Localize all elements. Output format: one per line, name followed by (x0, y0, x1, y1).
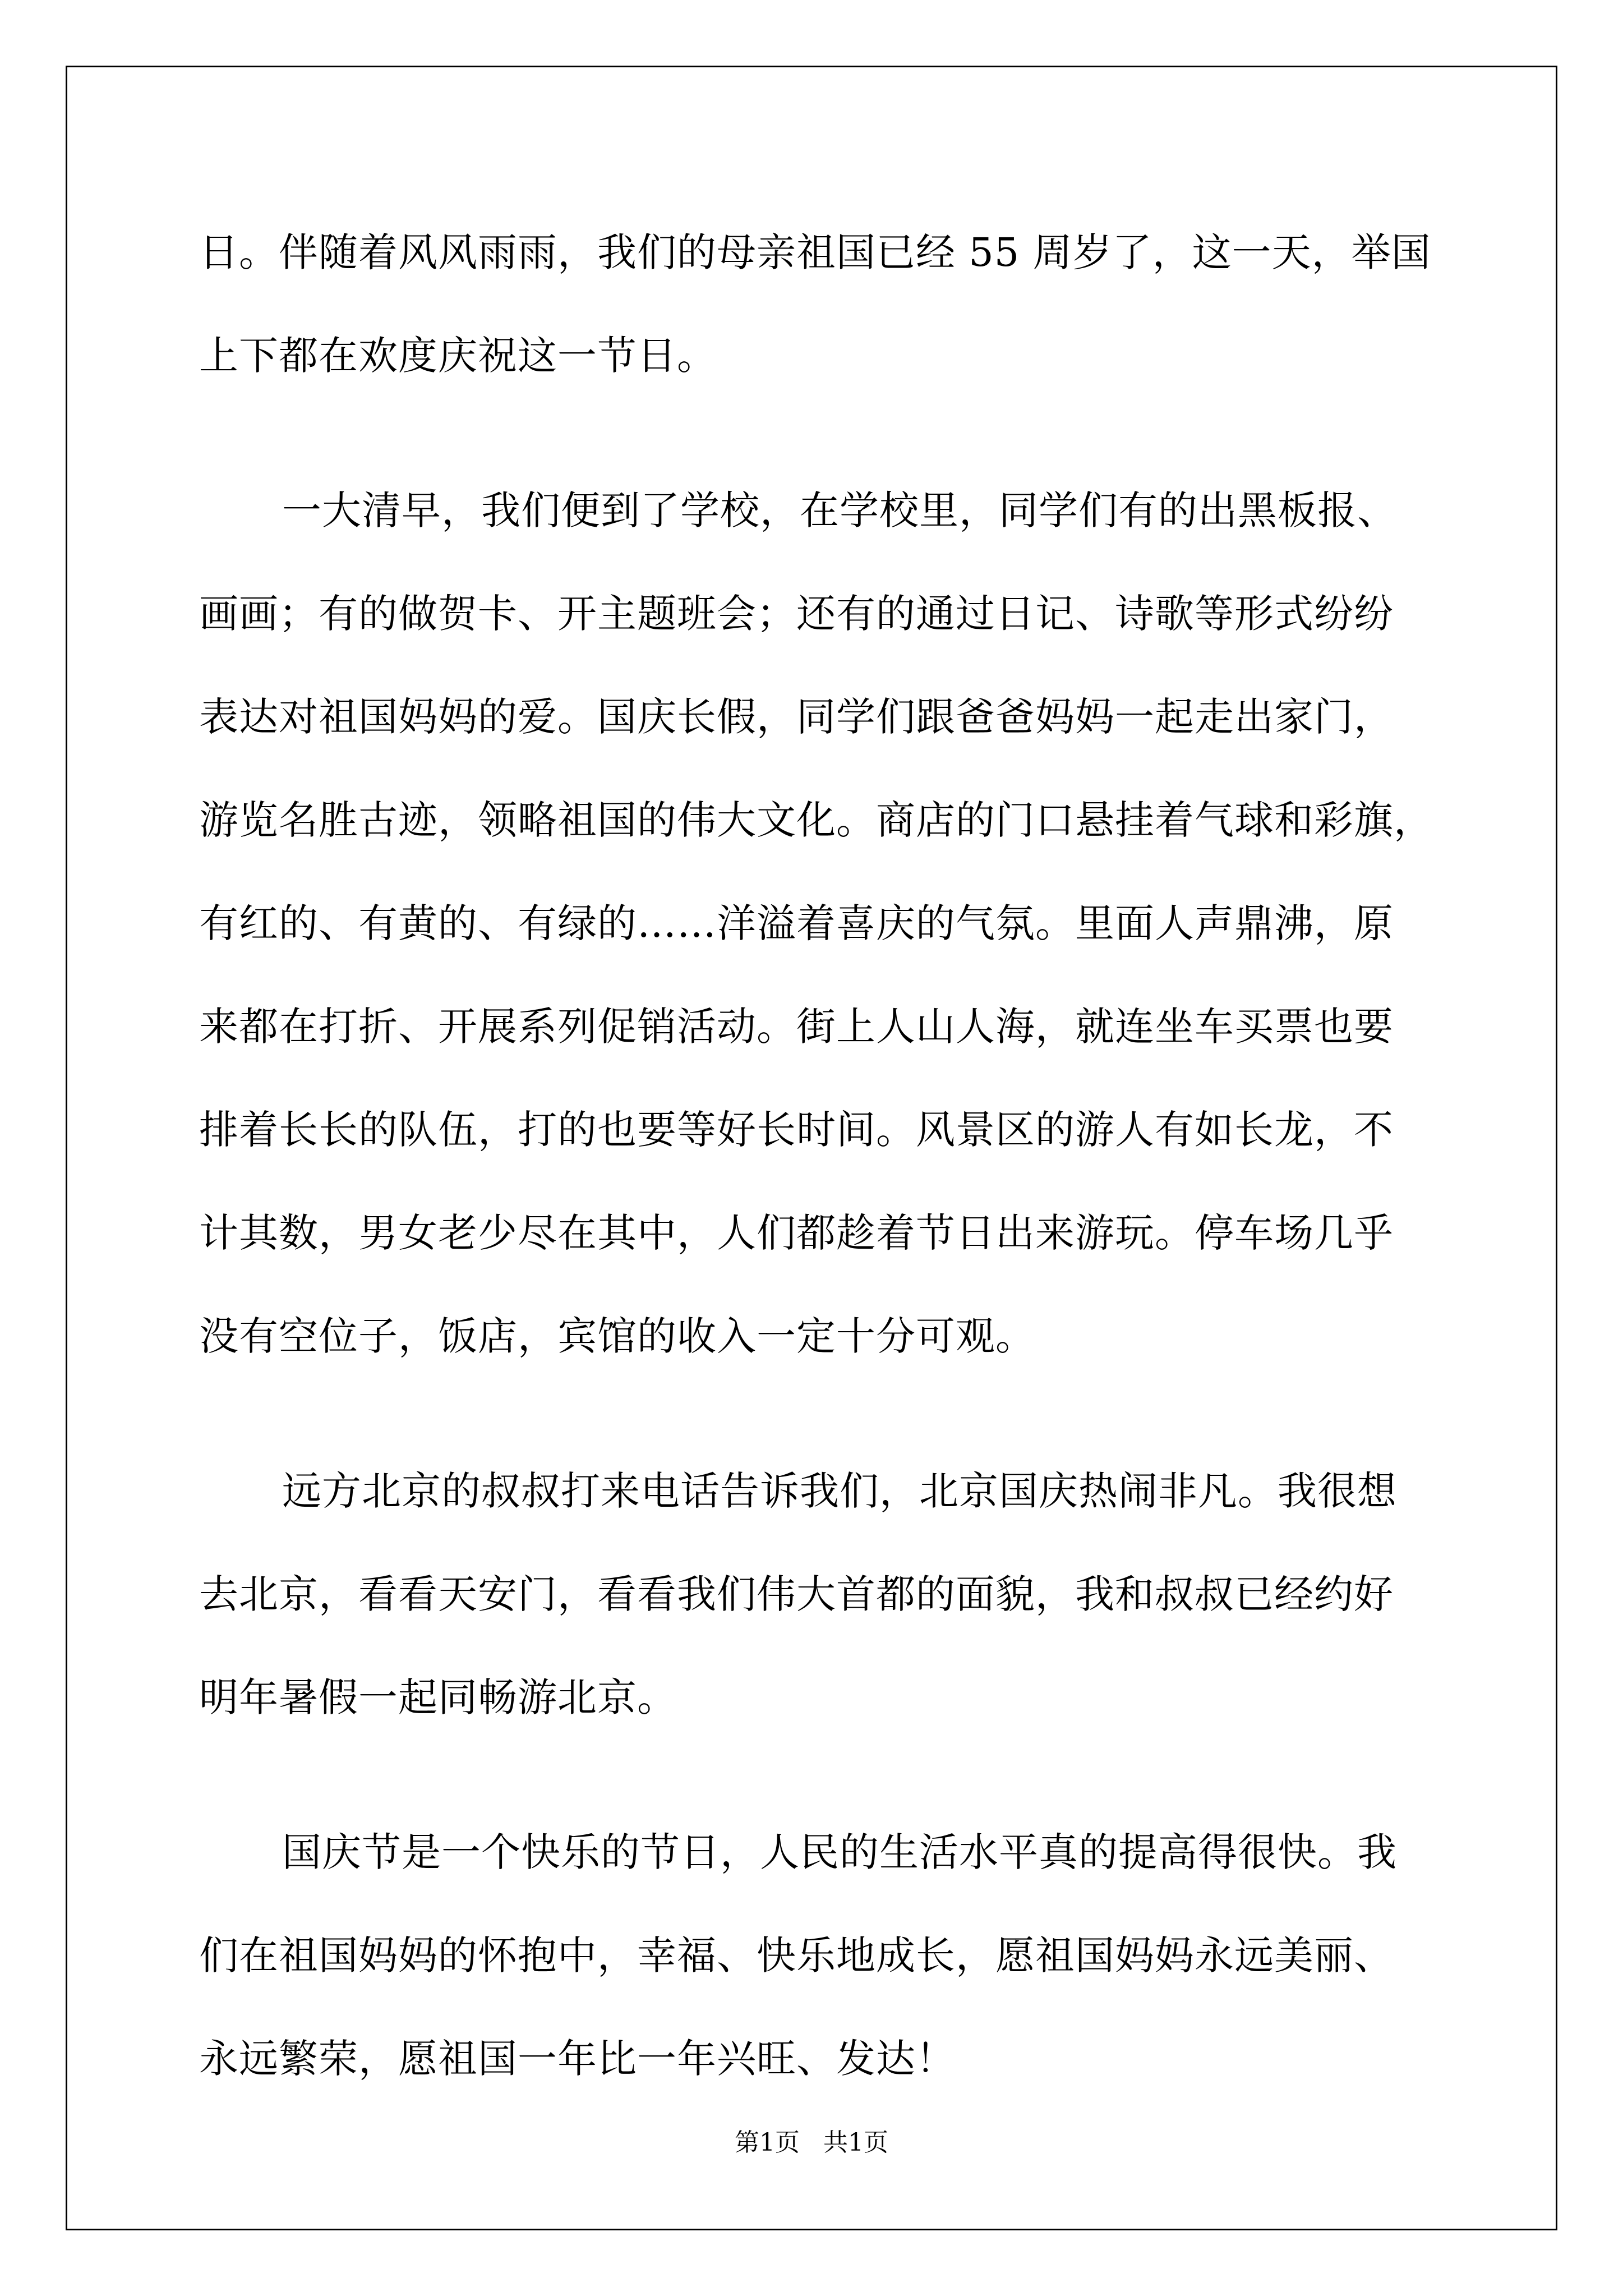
text-line: 远方北京的叔叔打来电话告诉我们，北京国庆热闹非凡。我很想 (282, 1468, 1397, 1514)
document-body (199, 216, 1433, 2125)
text-line: 没有空位子，饭店，宾馆的收入一定十分可观。 (199, 1313, 1035, 1359)
paragraph-3 (199, 1455, 1433, 1764)
text-line: 计其数，男女老少尽在其中，人们都趁着节日出来游玩。停车场几乎 (199, 1210, 1394, 1256)
text-line: 国庆节是一个快乐的节日，人民的生活水平真的提高得很快。我 (282, 1829, 1397, 1875)
text-line: 游览名胜古迹，领略祖国的伟大文化。商店的门口悬挂着气球和彩旗， (199, 797, 1433, 843)
page-footer (0, 2126, 1623, 2160)
text-line: 画画；有的做贺卡、开主题班会；还有的通过日记、诗歌等形式纷纷 (199, 591, 1394, 637)
text-line: 永远繁荣，愿祖国一年比一年兴旺、发达！ (199, 2036, 956, 2082)
page-number: 第1页 共1页 (735, 2128, 888, 2157)
paragraph-2 (199, 474, 1433, 1403)
paragraph-1 (199, 216, 1433, 422)
text-line: 来都在打折、开展系列促销活动。街上人山人海，就连坐车买票也要 (199, 1004, 1394, 1050)
text-line: 们在祖国妈妈的怀抱中，幸福、快乐地成长，愿祖国妈妈永远美丽、 (199, 1932, 1394, 1978)
text-line: 表达对祖国妈妈的爱。国庆长假，同学们跟爸爸妈妈一起走出家门， (199, 694, 1394, 740)
paragraph-4 (199, 1816, 1433, 2125)
text-line: 明年暑假一起同畅游北京。 (199, 1674, 677, 1720)
text-line: 去北京，看看天安门，看看我们伟大首都的面貌，我和叔叔已经约好 (199, 1571, 1394, 1617)
text-line: 有红的、有黄的、有绿的……洋溢着喜庆的气氛。里面人声鼎沸，原 (199, 900, 1394, 946)
text-line: 排着长长的队伍，打的也要等好长时间。风景区的游人有如长龙，不 (199, 1107, 1394, 1153)
text-line: 上下都在欢度庆祝这一节日。 (199, 333, 717, 379)
text-line: 日。伴随着风风雨雨，我们的母亲祖国已经 55 周岁了，这一天，举国 (199, 229, 1431, 275)
text-line: 一大清早，我们便到了学校，在学校里，同学们有的出黑板报、 (282, 487, 1397, 533)
